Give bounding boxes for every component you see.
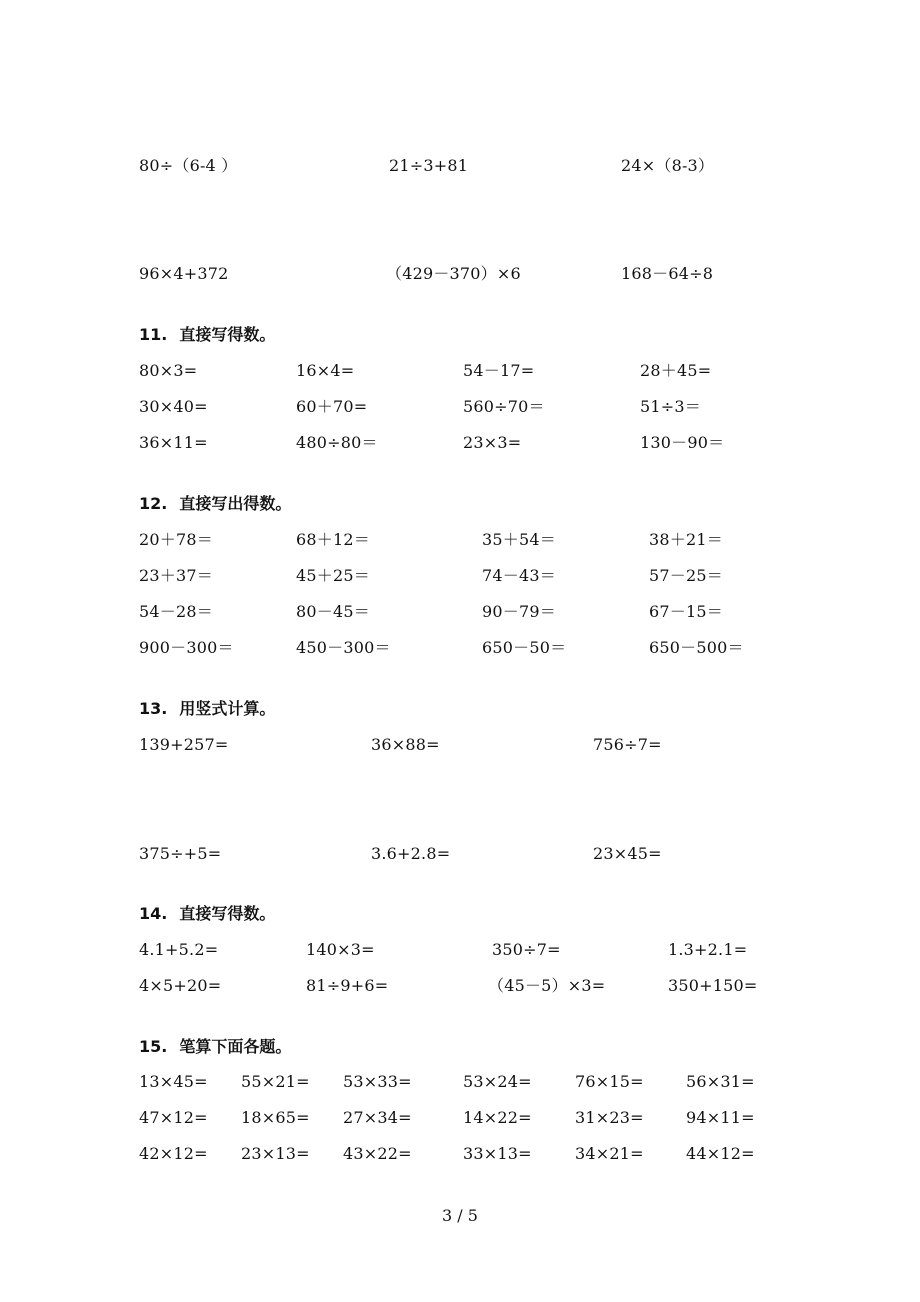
problem: 350÷7=	[492, 940, 561, 959]
section-15-heading	[139, 1035, 291, 1059]
s14-row-2	[0, 974, 920, 998]
problem: 94×11=	[686, 1108, 755, 1127]
expression: 96×4+372	[139, 264, 229, 283]
expression: 168－64÷8	[621, 264, 714, 283]
problem: 13×45=	[139, 1072, 208, 1091]
problem: 18×65=	[241, 1108, 310, 1127]
section-number: 11.	[139, 325, 168, 344]
problem: 23×3=	[463, 433, 522, 452]
problem: 45＋25＝	[296, 566, 370, 585]
problem: 42×12=	[139, 1144, 208, 1163]
problem: 23＋37＝	[139, 566, 213, 585]
s11-row-1	[0, 359, 920, 383]
s12-row-4	[0, 636, 920, 660]
problem: 34×21=	[575, 1144, 644, 1163]
section-title: 笔算下面各题。	[179, 1037, 292, 1056]
s11-row-2	[0, 395, 920, 419]
problem: 450－300＝	[296, 638, 391, 657]
problem: 140×3=	[306, 940, 375, 959]
problem: 55×21=	[241, 1072, 310, 1091]
problem: 560÷70＝	[463, 397, 545, 416]
problem: 54－28＝	[139, 602, 213, 621]
section-12-heading	[139, 492, 291, 516]
s12-row-2	[0, 564, 920, 588]
problem: 3.6+2.8=	[371, 844, 451, 863]
section-title: 直接写得数。	[179, 904, 276, 923]
s12-row-1	[0, 528, 920, 552]
s14-row-1	[0, 938, 920, 962]
problem: 36×88=	[371, 735, 440, 754]
problem: 53×33=	[343, 1072, 412, 1091]
problem: 650－50＝	[482, 638, 567, 657]
problem: 130－90＝	[640, 433, 725, 452]
s15-row-3	[0, 1142, 920, 1166]
expression: 80÷（6-4 ）	[139, 156, 238, 175]
problem: 51÷3＝	[640, 397, 701, 416]
problem: 74－43＝	[482, 566, 556, 585]
problem: 28＋45=	[640, 361, 712, 380]
problem: 23×45=	[593, 844, 662, 863]
problem: 56×31=	[686, 1072, 755, 1091]
s12-row-3	[0, 600, 920, 624]
section-11-heading	[139, 323, 275, 347]
problem: 480÷80＝	[296, 433, 378, 452]
problem: 30×40=	[139, 397, 208, 416]
problem: 20＋78＝	[139, 530, 213, 549]
problem: 38＋21＝	[649, 530, 723, 549]
section-number: 12.	[139, 494, 168, 513]
problem: 44×12=	[686, 1144, 755, 1163]
problem: 81÷9+6=	[306, 976, 389, 995]
section-title: 用竖式计算。	[179, 699, 276, 718]
problem: 31×23=	[575, 1108, 644, 1127]
s13-row-2	[0, 842, 920, 866]
s15-row-2	[0, 1106, 920, 1130]
problem: 80×3=	[139, 361, 198, 380]
problem: 33×13=	[463, 1144, 532, 1163]
expression: 24×（8-3）	[621, 156, 715, 175]
problem: 35＋54＝	[482, 530, 556, 549]
section-title: 直接写出得数。	[179, 494, 292, 513]
problem: 53×24=	[463, 1072, 532, 1091]
top-row-1	[0, 154, 920, 178]
page-number: 3 / 5	[442, 1206, 478, 1225]
section-13-heading	[139, 697, 275, 721]
problem: 76×15=	[575, 1072, 644, 1091]
problem: 36×11=	[139, 433, 208, 452]
problem: 54－17=	[463, 361, 535, 380]
problem: 756÷7=	[593, 735, 662, 754]
section-title: 直接写得数。	[179, 325, 276, 344]
problem: 375÷+5=	[139, 844, 222, 863]
problem: 43×22=	[343, 1144, 412, 1163]
problem: 90－79＝	[482, 602, 556, 621]
problem: 900－300＝	[139, 638, 234, 657]
problem: 67－15＝	[649, 602, 723, 621]
section-number: 13.	[139, 699, 168, 718]
problem: 57－25＝	[649, 566, 723, 585]
problem: 350+150=	[668, 976, 758, 995]
s13-row-1	[0, 733, 920, 757]
problem: 4×5+20=	[139, 976, 222, 995]
section-number: 15.	[139, 1037, 168, 1056]
problem: 60＋70=	[296, 397, 368, 416]
section-number: 14.	[139, 904, 168, 923]
problem: 47×12=	[139, 1108, 208, 1127]
problem: 14×22=	[463, 1108, 532, 1127]
problem: 650－500＝	[649, 638, 744, 657]
expression: （429－370）×6	[386, 264, 521, 283]
problem: 1.3+2.1=	[668, 940, 748, 959]
problem: 16×4=	[296, 361, 355, 380]
problem: （45－5）×3=	[488, 976, 606, 995]
problem: 139+257=	[139, 735, 229, 754]
s11-row-3	[0, 431, 920, 455]
problem: 27×34=	[343, 1108, 412, 1127]
problem: 23×13=	[241, 1144, 310, 1163]
problem: 68＋12＝	[296, 530, 370, 549]
problem: 4.1+5.2=	[139, 940, 219, 959]
top-row-2	[0, 262, 920, 286]
problem: 80－45＝	[296, 602, 370, 621]
section-14-heading	[139, 902, 275, 926]
s15-row-1	[0, 1070, 920, 1094]
expression: 21÷3+81	[389, 156, 469, 175]
